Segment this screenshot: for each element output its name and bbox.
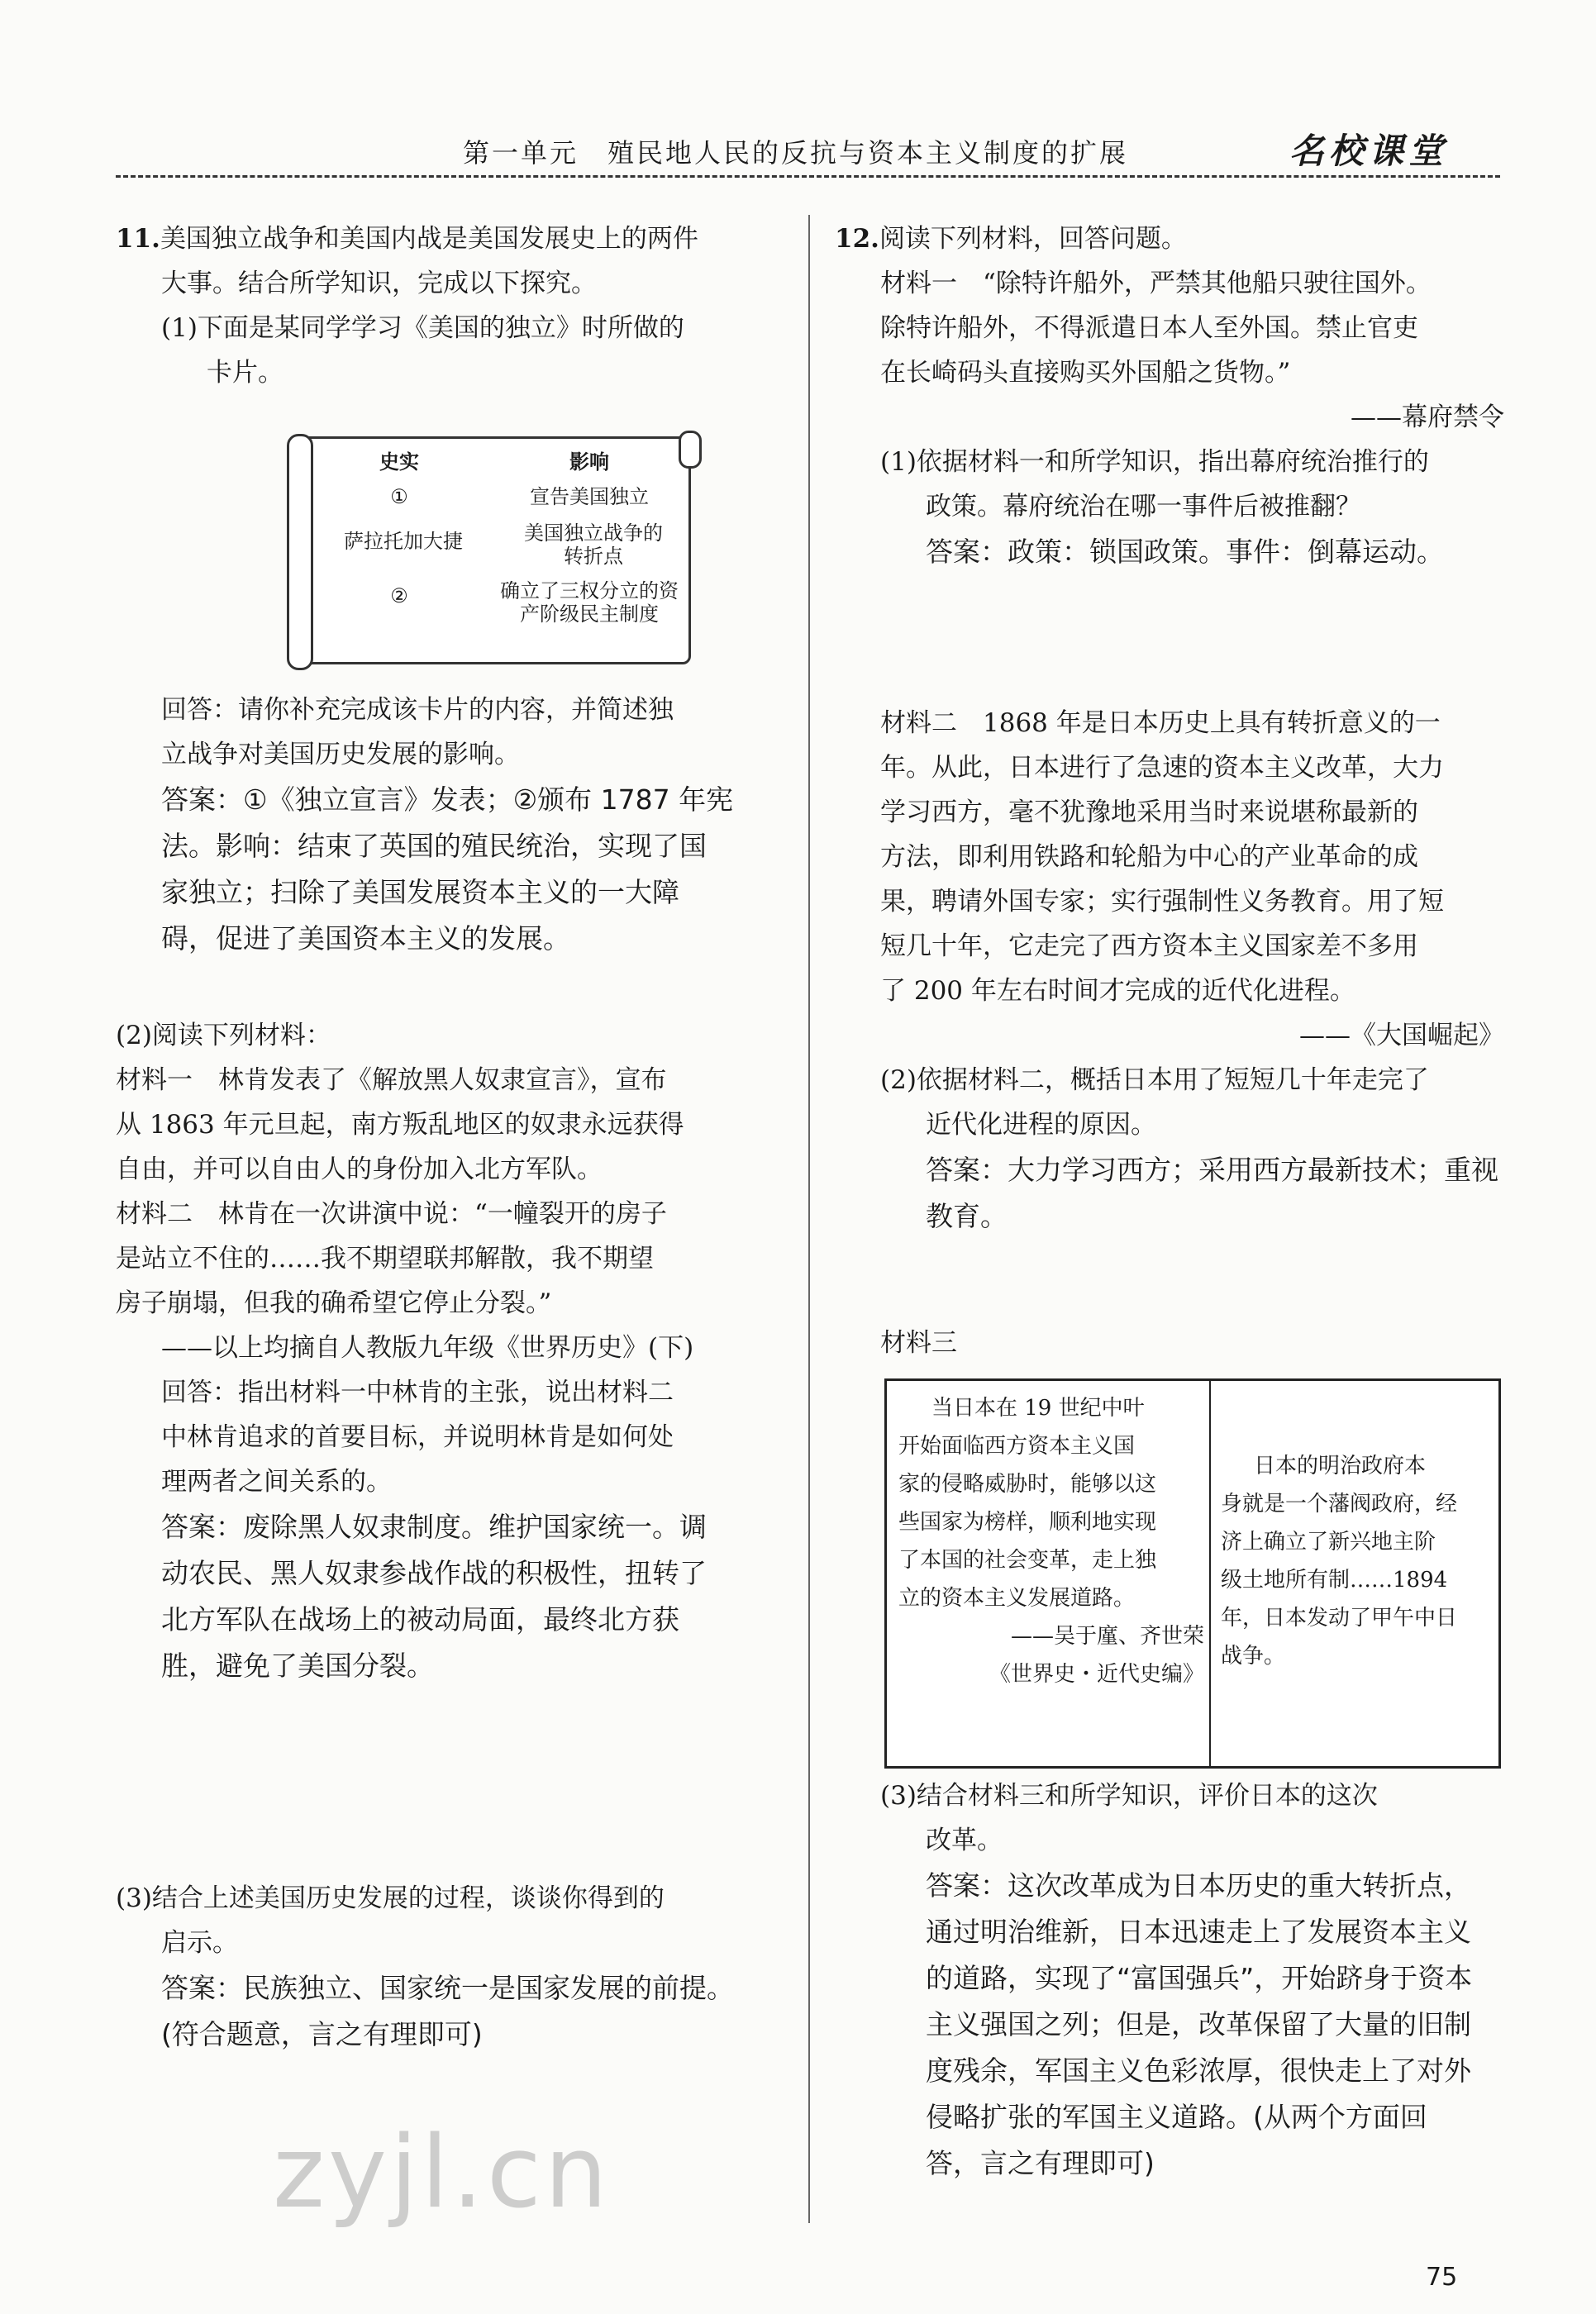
box-line: 开始面临西方资本主义国 bbox=[898, 1434, 1136, 1459]
ask-line: 回答：请你补充完成该卡片的内容，并简述独 bbox=[161, 695, 674, 725]
material-line: 房子崩塌，但我的确希望它停止分裂。” bbox=[116, 1288, 552, 1318]
answer-line: 动农民、黑人奴隶参战作战的积极性，扭转了 bbox=[161, 1557, 707, 1589]
header-rule bbox=[116, 175, 1500, 178]
box-line: ——吴于廑、齐世荣 bbox=[1010, 1624, 1204, 1649]
question-11-part3 bbox=[116, 1876, 793, 2058]
material-line: 果，聘请外国专家；实行强制性义务教育。用了短 bbox=[880, 887, 1444, 917]
box-line: 济上确立了新兴地主阶 bbox=[1221, 1530, 1436, 1555]
material-line: 材料二 林肯在一次讲演中说：“一幢裂开的房子 bbox=[116, 1199, 667, 1229]
card-cell: 美国独立战争的转折点 bbox=[524, 521, 663, 568]
material-line: 自由，并可以自由人的身份加入北方军队。 bbox=[116, 1155, 603, 1184]
card-cell: 宣告美国独立 bbox=[530, 485, 649, 508]
stem-line: 大事。结合所学知识，完成以下探究。 bbox=[161, 269, 597, 298]
card-cell: ① bbox=[390, 485, 408, 508]
box-line: 当日本在 19 世纪中叶 bbox=[931, 1396, 1145, 1421]
watermark: zyjl.cn bbox=[273, 2116, 611, 2231]
brand-logo: 名校课堂 bbox=[1289, 131, 1449, 171]
sub-question-line: 卡片。 bbox=[207, 358, 283, 388]
box-separator bbox=[1209, 1381, 1211, 1766]
answer-line: 家独立；扫除了美国发展资本主义的一大障 bbox=[161, 876, 679, 908]
unit-title: 第一单元 殖民地人民的反抗与资本主义制度的扩展 bbox=[463, 137, 1129, 169]
answer-line: 主义强国之列；但是，改革保留了大量的旧制 bbox=[926, 2008, 1471, 2040]
answer-line: 的道路，实现了“富国强兵”，开始跻身于资本 bbox=[926, 1962, 1473, 1994]
sub-question-line: (2)依据材料二，概括日本用了短短几十年走完了 bbox=[880, 1065, 1429, 1095]
question-11-part1 bbox=[116, 688, 793, 962]
question-12-part1 bbox=[835, 217, 1504, 575]
card-head: 史实 bbox=[379, 450, 419, 474]
answer-line: 答案：大力学习西方；采用西方最新技术；重视 bbox=[926, 1154, 1498, 1186]
card-cell: 确立了三权分立的资产阶级民主制度 bbox=[500, 579, 679, 626]
ask-line: 理两者之间关系的。 bbox=[161, 1467, 392, 1497]
scroll-roll bbox=[679, 431, 702, 469]
card-cell: 萨拉托加大捷 bbox=[344, 530, 463, 553]
question-11-part2 bbox=[116, 1013, 793, 1689]
history-card bbox=[298, 436, 691, 664]
answer-line: 侵略扩张的军国主义道路。(从两个方面回 bbox=[926, 2101, 1427, 2133]
answer-line: 北方军队在战场上的被动局面，最终北方获 bbox=[161, 1603, 679, 1636]
material-line: 材料一 林肯发表了《解放黑人奴隶宣言》，宣布 bbox=[116, 1065, 667, 1095]
box-line: 身就是一个藩阀政府，经 bbox=[1221, 1492, 1458, 1516]
material-label: 材料三 bbox=[880, 1328, 957, 1358]
question-number: 11. bbox=[116, 224, 160, 254]
box-right-text bbox=[1221, 1447, 1490, 1675]
box-left-text bbox=[898, 1389, 1204, 1693]
sub-question-line: (1)下面是某同学学习《美国的独立》时所做的 bbox=[161, 313, 684, 343]
answer-line: 碍，促进了美国资本主义的发展。 bbox=[161, 922, 570, 955]
ask-line: 中林肯追求的首要目标，并说明林肯是如何处 bbox=[161, 1422, 674, 1452]
answer-line: 答案：废除黑人奴隶制度。维护国家统一。调 bbox=[161, 1511, 707, 1543]
material-line: 材料二 1868 年是日本历史上具有转折意义的一 bbox=[880, 708, 1441, 738]
material-3-box bbox=[884, 1378, 1501, 1769]
material-line: 从 1863 年元旦起，南方叛乱地区的奴隶永远获得 bbox=[116, 1110, 684, 1140]
box-line: 战争。 bbox=[1221, 1644, 1286, 1669]
material-line: 短几十年，它走完了西方资本主义国家差不多用 bbox=[880, 931, 1418, 961]
stem-line: 美国独立战争和美国内战是美国发展史上的两件 bbox=[160, 224, 698, 254]
material-3-label bbox=[835, 1321, 1504, 1365]
answer-line: 胜，避免了美国分裂。 bbox=[161, 1650, 434, 1682]
answer-line: 通过明治维新，日本迅速走上了发展资本主义 bbox=[926, 1916, 1471, 1948]
sub-question-line: (2)阅读下列材料： bbox=[116, 1021, 331, 1050]
answer-line: 答，言之有理即可) bbox=[926, 2147, 1155, 2179]
answer-line: 答案：民族独立、国家统一是国家发展的前提。 bbox=[161, 1972, 734, 2004]
column-divider bbox=[808, 215, 810, 2223]
material-line: 材料一 “除特许船外，严禁其他船只驶往国外。 bbox=[880, 269, 1432, 298]
box-line: 些国家为榜样，顺利地实现 bbox=[898, 1510, 1157, 1535]
question-12-part3 bbox=[835, 1774, 1504, 2187]
material-line: 年。从此，日本进行了急速的资本主义改革，大力 bbox=[880, 753, 1444, 783]
material-line: 除特许船外，不得派遣日本人至外国。禁止官吏 bbox=[880, 313, 1418, 343]
box-line: 年，日本发动了甲午中日 bbox=[1221, 1606, 1458, 1631]
material-line: 是站立不住的……我不期望联邦解散，我不期望 bbox=[116, 1244, 654, 1274]
ask-line: 立战争对美国历史发展的影响。 bbox=[161, 740, 520, 769]
answer-line: 答案：这次改革成为日本历史的重大转折点， bbox=[926, 1869, 1471, 1902]
sub-question-line: (3)结合上述美国历史发展的过程，谈谈你得到的 bbox=[116, 1883, 665, 1913]
sub-question-line: 改革。 bbox=[926, 1826, 1003, 1855]
material-line: 方法，即利用铁路和轮船为中心的产业革命的成 bbox=[880, 842, 1418, 872]
question-11-head bbox=[116, 217, 793, 395]
answer-line: 答案：①《独立宣言》发表；②颁布 1787 年宪 bbox=[161, 783, 734, 816]
sub-question-line: (3)结合材料三和所学知识，评价日本的这次 bbox=[880, 1781, 1378, 1811]
answer-line: (符合题意，言之有理即可) bbox=[161, 2018, 483, 2050]
answer-line: 度残余，军国主义色彩浓厚，很快走上了对外 bbox=[926, 2055, 1471, 2087]
card-cell: ② bbox=[390, 584, 408, 607]
source-line: ——以上均摘自人教版九年级《世界历史》(下) bbox=[161, 1333, 694, 1363]
box-line: 了本国的社会变革，走上独 bbox=[898, 1548, 1157, 1573]
card-head: 影响 bbox=[569, 450, 609, 474]
answer-line: 教育。 bbox=[926, 1200, 1008, 1232]
source-line: ——幕府禁令 bbox=[1351, 402, 1504, 432]
question-number: 12. bbox=[835, 224, 879, 254]
question-12-part2 bbox=[835, 701, 1504, 1240]
material-line: 在长崎码头直接购买外国船之货物。” bbox=[880, 358, 1291, 388]
answer-line: 法。影响：结束了英国的殖民统治，实现了国 bbox=[161, 830, 707, 862]
material-line: 了 200 年左右时间才完成的近代化进程。 bbox=[880, 976, 1355, 1006]
scroll-roll bbox=[287, 434, 313, 670]
sub-question-line: (1)依据材料一和所学知识，指出幕府统治推行的 bbox=[880, 447, 1429, 477]
box-line: 立的资本主义发展道路。 bbox=[898, 1586, 1136, 1611]
box-line: 家的侵略威胁时，能够以这 bbox=[898, 1472, 1157, 1497]
sub-question-line: 政策。幕府统治在哪一事件后被推翻？ bbox=[926, 492, 1361, 521]
answer-line: 答案：政策：锁国政策。事件：倒幕运动。 bbox=[926, 536, 1444, 568]
sub-question-line: 启示。 bbox=[161, 1928, 238, 1958]
sub-question-line: 近代化进程的原因。 bbox=[926, 1110, 1156, 1140]
box-line: 级土地所有制……1894 bbox=[1221, 1568, 1448, 1593]
page-number: 75 bbox=[1426, 2263, 1458, 2292]
material-line: 学习西方，毫不犹豫地采用当时来说堪称最新的 bbox=[880, 798, 1418, 827]
box-line: 日本的明治政府本 bbox=[1254, 1454, 1427, 1478]
stem-line: 阅读下列材料，回答问题。 bbox=[879, 224, 1187, 254]
source-line: ——《大国崛起》 bbox=[1299, 1021, 1504, 1050]
box-line: 《世界史・近代史编》 bbox=[989, 1662, 1204, 1687]
ask-line: 回答：指出材料一中林肯的主张，说出材料二 bbox=[161, 1378, 674, 1407]
